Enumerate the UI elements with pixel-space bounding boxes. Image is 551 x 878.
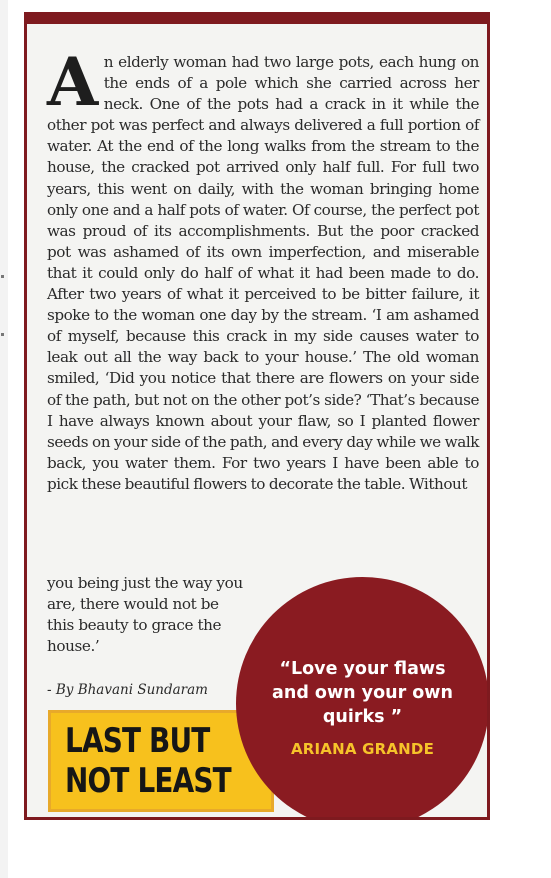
drop-cap: A [47,43,98,121]
tail-line: this beauty to grace the [47,616,222,635]
banner-line: NOT LEAST [65,761,231,801]
article-card [24,12,490,820]
byline: - By Bhavani Sundaram [47,682,208,698]
quote-circle [236,577,489,820]
article-tail [47,573,267,657]
tail-line: house.’ [47,637,100,656]
banner-title [65,721,231,801]
article-text: n elderly woman had two large pots, each hung on the ends of a pole which she carried across her neck. One of the pots had a crack in it while the other pot was perfect and always delivered a full portion of water. At the end of the long walks from the stream to the house, the cracked pot arrived only half full. For full two years, this went on daily, with the woman bringing home only one and a half pots of water. Of course, the perfect pot was proud of its accomplishments. But the poor cracked pot was ashamed of its own imperfection, and miserable that it could only do half of what it had been made to do. After two years of what it perceived to be bitter failure, it spoke to the woman one day by the stream. ‘I am ashamed of myself, because this crack in my side causes water to leak out all the way back to your house.’ The old woman smiled, ‘Did you notice that there are flowers on your side of the path, but not on the other pot’s side? ‘That’s because I have always known about your flaw, so I planted flower seeds on your side of the path, and every day while we walk back, you water them. For two years I have been able to pick these beautiful flowers to decorate the table. Without [47,53,479,493]
banner-line: LAST BUT [65,721,210,761]
margin-mark [1,333,4,336]
page-edge [0,0,8,878]
quote-line: and own your own [272,683,453,703]
tail-line: are, there would not be [47,595,219,614]
quote-line: “Love your flaws [279,659,446,679]
tail-line: you being just the way you [47,574,243,592]
margin-mark [1,275,4,278]
quote-author: ARIANA GRANDE [290,740,435,758]
pull-quote [236,657,489,729]
quote-line: quirks ” [322,707,403,727]
article-body [47,43,479,495]
